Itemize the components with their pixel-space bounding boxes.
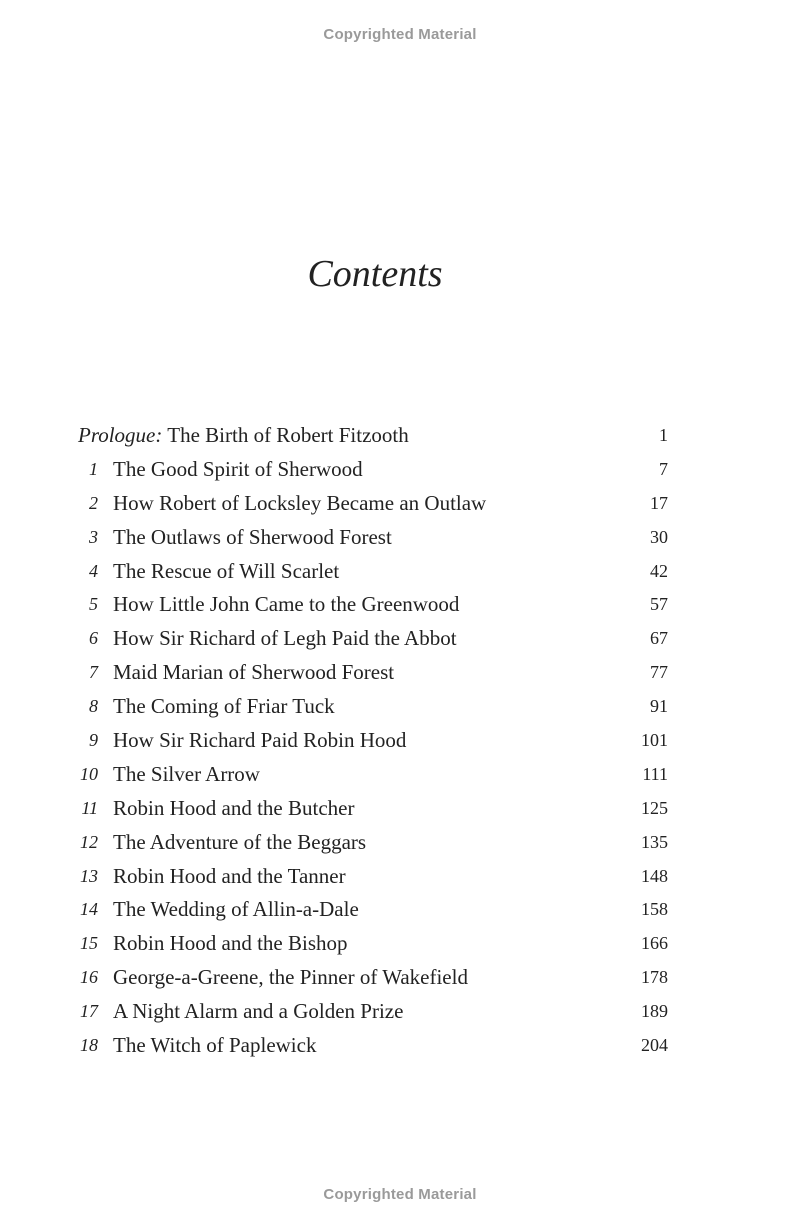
chapter-title: Robin Hood and the Bishop [113,931,348,956]
chapter-title: The Rescue of Will Scarlet [113,558,340,583]
chapter-title: A Night Alarm and a Golden Prize [113,999,404,1024]
chapter-number: 12 [80,831,98,852]
toc-row[interactable] [78,588,668,622]
toc-row[interactable] [78,555,668,589]
chapter-number: 7 [89,662,98,683]
toc-row[interactable] [78,860,668,894]
chapter-title: George-a-Greene, the Pinner of Wakefield [113,965,468,990]
chapter-page-number: 148 [641,865,668,886]
chapter-title: How Sir Richard of Legh Paid the Abbot [113,626,457,651]
chapter-title: Robin Hood and the Butcher [113,795,355,820]
chapter-page-number: 158 [641,899,668,920]
chapter-page-number: 204 [641,1035,668,1056]
chapter-number: 8 [89,696,98,717]
toc-chapter-list [78,453,668,1063]
chapter-number: 4 [89,560,98,581]
toc-prologue-page: 1 [659,425,668,445]
chapter-title: The Wedding of Allin-a-Dale [113,897,359,922]
chapter-number: 11 [81,797,98,818]
chapter-page-number: 111 [642,763,668,784]
toc-row-prologue[interactable] [78,419,668,453]
chapter-page-number: 91 [650,696,668,717]
chapter-page-number: 101 [641,730,668,751]
chapter-title: How Little John Came to the Greenwood [113,592,460,617]
toc-row[interactable] [78,758,668,792]
chapter-number: 2 [89,492,98,513]
chapter-number: 17 [80,1001,98,1022]
chapter-page-number: 178 [641,967,668,988]
chapter-page-number: 30 [650,526,668,547]
toc-row[interactable] [78,690,668,724]
chapter-number: 3 [89,526,98,547]
toc-prologue-entry [78,419,409,453]
chapter-page-number: 17 [650,492,668,513]
table-of-contents [78,419,668,1063]
toc-row[interactable] [78,826,668,860]
chapter-number: 10 [80,763,98,784]
toc-prologue-title: The Birth of Robert Fitzooth [167,423,409,447]
chapter-title: Maid Marian of Sherwood Forest [113,660,395,685]
chapter-number: 13 [80,865,98,886]
chapter-number: 14 [80,899,98,920]
chapter-title: Robin Hood and the Tanner [113,863,346,888]
chapter-page-number: 67 [650,628,668,649]
chapter-page-number: 57 [650,594,668,615]
chapter-page-number: 189 [641,1001,668,1022]
chapter-title: The Witch of Paplewick [113,1033,317,1058]
toc-row[interactable] [78,792,668,826]
chapter-title: The Coming of Friar Tuck [113,694,335,719]
toc-prologue-label: Prologue: [78,423,163,447]
chapter-number: 18 [80,1035,98,1056]
toc-row[interactable] [78,1029,668,1063]
chapter-title: How Sir Richard Paid Robin Hood [113,728,407,753]
chapter-number: 16 [80,967,98,988]
chapter-title: The Good Spirit of Sherwood [113,456,363,481]
chapter-number: 15 [80,933,98,954]
toc-row[interactable] [78,453,668,487]
toc-row[interactable] [78,927,668,961]
toc-row[interactable] [78,622,668,656]
page-title: Contents [307,253,443,295]
chapter-number: 1 [89,458,98,479]
toc-row[interactable] [78,995,668,1029]
chapter-page-number: 135 [641,831,668,852]
chapter-number: 9 [89,730,98,751]
chapter-number: 5 [89,594,98,615]
toc-row[interactable] [78,893,668,927]
toc-row[interactable] [78,521,668,555]
chapter-number: 6 [89,628,98,649]
toc-row[interactable] [78,724,668,758]
chapter-page-number: 7 [659,458,668,479]
chapter-title: The Silver Arrow [113,761,260,786]
chapter-title: How Robert of Locksley Became an Outlaw [113,490,487,515]
chapter-page-number: 42 [650,560,668,581]
toc-row[interactable] [78,961,668,995]
watermark-top: Copyrighted Material [323,26,477,43]
chapter-page-number: 77 [650,662,668,683]
toc-row[interactable] [78,656,668,690]
watermark-bottom: Copyrighted Material [323,1186,477,1203]
toc-row[interactable] [78,487,668,521]
chapter-title: The Outlaws of Sherwood Forest [113,524,392,549]
chapter-title: The Adventure of the Beggars [113,829,367,854]
chapter-page-number: 166 [641,933,668,954]
chapter-page-number: 125 [641,797,668,818]
